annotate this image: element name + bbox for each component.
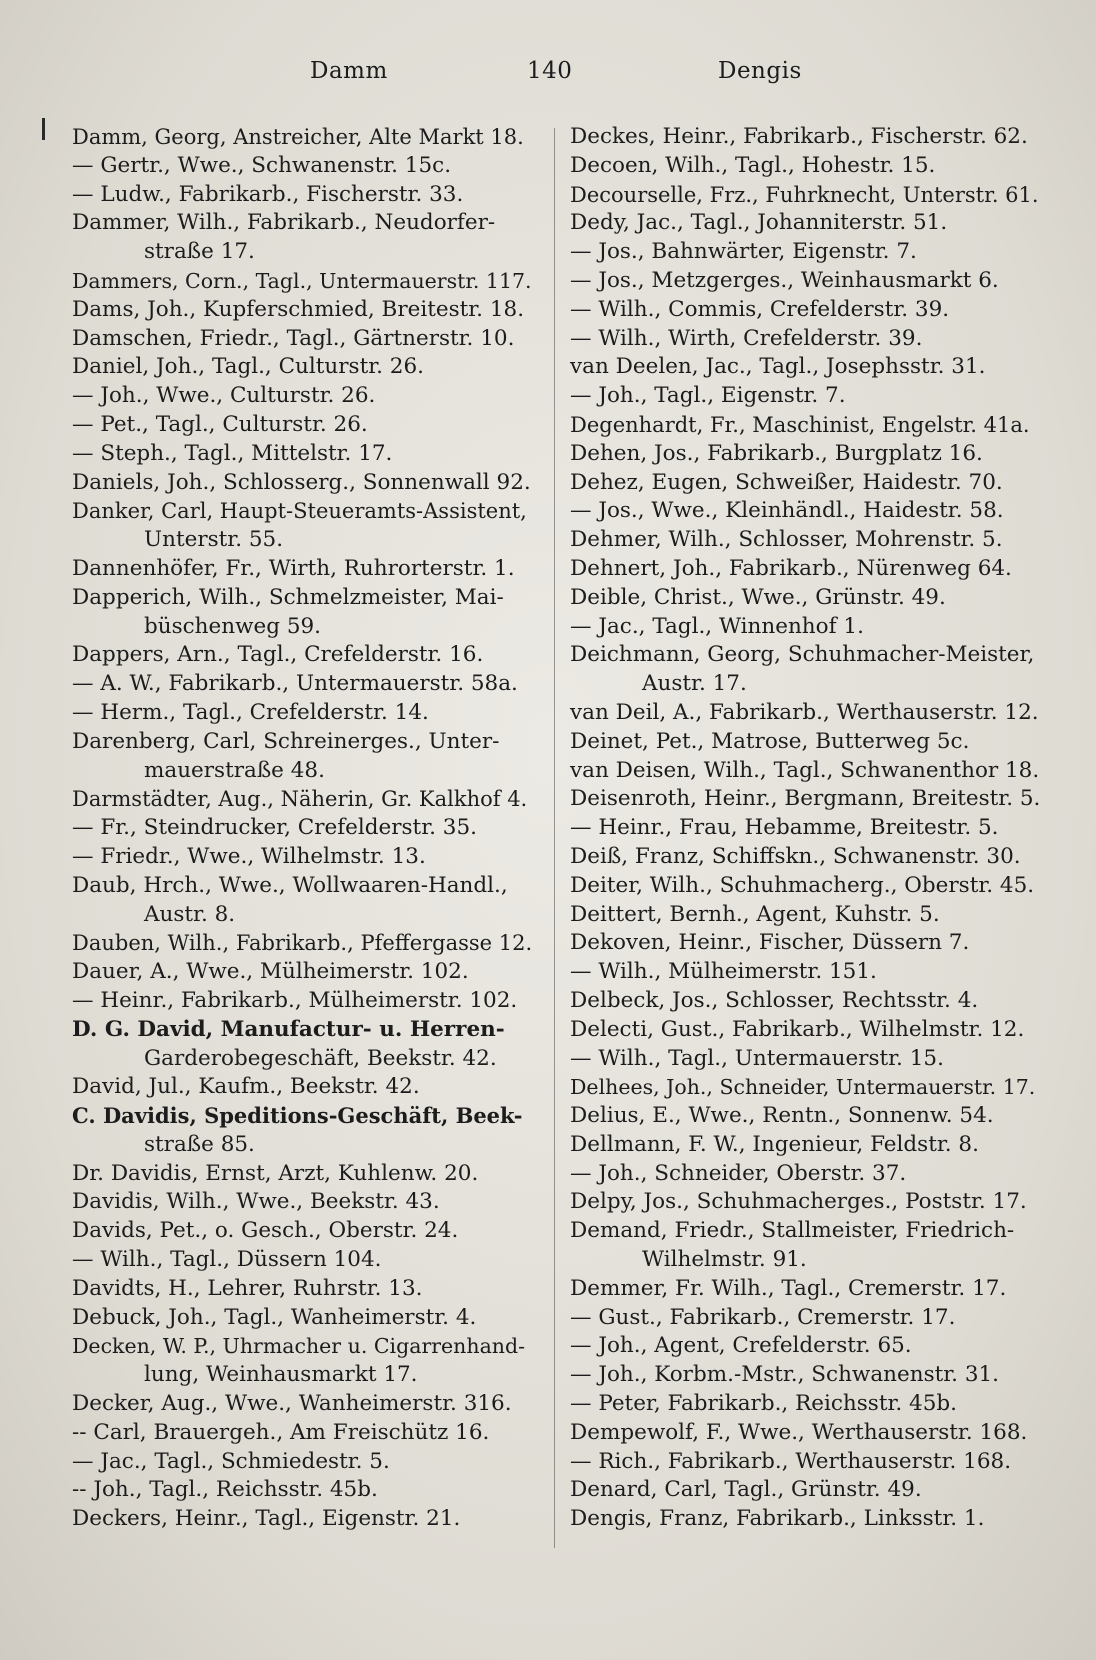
directory-entry: Dekoven, Heinr., Fischer, Düssern 7. [570,930,970,956]
directory-entry: — Jos., Metzgerges., Weinhausmarkt 6. [570,267,999,293]
directory-entry: Daniels, Joh., Schlosserg., Sonnenwall 92. [72,469,531,495]
entry-continuation: Wilhelmstr. 91. [642,1247,807,1273]
directory-entry: -- Joh., Tagl., Reichsstr. 45b. [72,1477,378,1503]
directory-entry: — Joh., Korbm.-Mstr., Schwanenstr. 31. [570,1362,1000,1388]
directory-entry: Dehmer, Wilh., Schlosser, Mohrenstr. 5. [570,527,1003,553]
directory-entry: — Wilh., Mülheimerstr. 151. [570,959,877,985]
entry-continuation: Unterstr. 55. [144,527,284,553]
directory-entry: — Ludw., Fabrikarb., Fischerstr. 33. [72,181,464,207]
entry-continuation: straße 85. [144,1131,255,1157]
directory-entry: Deisenroth, Heinr., Bergmann, Breitestr. 5. [570,786,1041,812]
entry-continuation: büschenweg 59. [144,613,322,639]
directory-entry: — Wilh., Commis, Crefelderstr. 39. [570,296,950,322]
directory-entry: — Heinr., Frau, Hebamme, Breitestr. 5. [570,815,999,841]
directory-entry: Davidis, Wilh., Wwe., Beekstr. 43. [72,1189,440,1215]
directory-entry: — Steph., Tagl., Mittelstr. 17. [72,440,393,466]
directory-entry: — Joh., Tagl., Eigenstr. 7. [570,383,846,409]
directory-entry: — Jos., Wwe., Kleinhändl., Haidestr. 58. [570,498,1004,524]
directory-entry: — Jos., Bahnwärter, Eigenstr. 7. [570,239,917,265]
directory-entry: — Jac., Tagl., Schmiedestr. 5. [72,1448,390,1474]
page-header [0,58,1096,94]
directory-entry: Dempewolf, F., Wwe., Werthauserstr. 168. [570,1419,1028,1445]
directory-entry: Danker, Carl, Haupt-Steueramts-Assistent, [72,499,527,524]
directory-entry: — Wilh., Tagl., Düssern 104. [72,1247,382,1273]
directory-entry: Delecti, Gust., Fabrikarb., Wilhelmstr. 12. [570,1016,1025,1042]
directory-entry: Dengis, Franz, Fabrikarb., Linksstr. 1. [570,1506,985,1532]
directory-entry: Decourselle, Frz., Fuhrknecht, Unterstr. 61. [570,182,1039,207]
directory-entry: — Rich., Fabrikarb., Werthauserstr. 168. [570,1448,1012,1474]
page-number: 140 [527,58,573,84]
directory-entry: Decken, W. P., Uhrmacher u. Cigarrenhand- [72,1334,526,1359]
directory-entry: — Jac., Tagl., Winnenhof 1. [570,613,864,639]
directory-entry: Dappers, Arn., Tagl., Crefelderstr. 16. [72,642,484,668]
directory-entry: van Deisen, Wilh., Tagl., Schwanenthor 18. [570,757,1040,783]
directory-entry: Deittert, Bernh., Agent, Kuhstr. 5. [570,901,940,927]
directory-entry: van Deil, A., Fabrikarb., Werthauserstr. 12. [570,699,1039,725]
directory-entry: Debuck, Joh., Tagl., Wanheimerstr. 4. [72,1304,477,1330]
left-column [72,123,532,1534]
entry-continuation: straße 17. [144,239,255,265]
directory-entry: — Peter, Fabrikarb., Reichsstr. 45b. [570,1391,958,1417]
right-column [570,123,1040,1534]
directory-entry: Demmer, Fr. Wilh., Tagl., Cremerstr. 17. [570,1275,1007,1301]
directory-entry: Dauben, Wilh., Fabrikarb., Pfeffergasse 12. [72,931,533,956]
margin-mark [42,118,45,140]
directory-entry: Deible, Christ., Wwe., Grünstr. 49. [570,584,946,610]
directory-entry: Deckes, Heinr., Fabrikarb., Fischerstr. 62. [570,124,1028,149]
entry-continuation: lung, Weinhausmarkt 17. [144,1362,418,1388]
directory-entry: D. G. David, Manufactur- u. Herren- [72,1016,505,1042]
directory-entry: Degenhardt, Fr., Maschinist, Engelstr. 41a. [570,412,1030,437]
header-first-entry: Damm [310,58,388,84]
directory-entry: Delpy, Jos., Schuhmacherges., Poststr. 17. [570,1189,1027,1215]
directory-entry: Davidts, H., Lehrer, Ruhrstr. 13. [72,1275,423,1301]
directory-entry: Damschen, Friedr., Tagl., Gärtnerstr. 10. [72,325,515,351]
directory-entry: — Wilh., Tagl., Untermauerstr. 15. [570,1045,944,1071]
directory-entry: Dapperich, Wilh., Schmelzmeister, Mai- [72,584,504,610]
directory-entry: — Heinr., Fabrikarb., Mülheimerstr. 102. [72,987,518,1013]
directory-entry: — Gust., Fabrikarb., Cremerstr. 17. [570,1304,956,1330]
directory-entry: Dannenhöfer, Fr., Wirth, Ruhrorterstr. 1. [72,555,515,581]
directory-entry: Decker, Aug., Wwe., Wanheimerstr. 316. [72,1391,512,1417]
directory-entry: Deiter, Wilh., Schuhmacherg., Oberstr. 45. [570,872,1035,898]
directory-entry: — Fr., Steindrucker, Crefelderstr. 35. [72,815,477,841]
directory-entry: C. Davidis, Speditions-Geschäft, Beek- [72,1103,523,1129]
directory-entry: van Deelen, Jac., Tagl., Josephsstr. 31. [570,354,986,380]
directory-entry: Deinet, Pet., Matrose, Butterweg 5c. [570,728,970,754]
directory-entry: Dellmann, F. W., Ingenieur, Feldstr. 8. [570,1131,979,1157]
directory-entry: — Friedr., Wwe., Wilhelmstr. 13. [72,843,426,869]
directory-entry: Dammers, Corn., Tagl., Untermauerstr. 117. [72,268,532,293]
entry-continuation: mauerstraße 48. [144,757,325,783]
directory-entry: Dams, Joh., Kupferschmied, Breitestr. 18. [72,296,525,322]
directory-entry: — Pet., Tagl., Culturstr. 26. [72,411,368,437]
directory-entry: — Joh., Wwe., Culturstr. 26. [72,383,376,409]
directory-entry: Dauer, A., Wwe., Mülheimerstr. 102. [72,959,469,985]
directory-entry: Dr. Davidis, Ernst, Arzt, Kuhlenw. 20. [72,1160,479,1186]
directory-entry: Delhees, Joh., Schneider, Untermauerstr. 17. [570,1075,1036,1100]
directory-entry: Demand, Friedr., Stallmeister, Friedrich- [570,1218,1015,1244]
directory-entry: David, Jul., Kaufm., Beekstr. 42. [72,1074,420,1100]
directory-entry: Dedy, Jac., Tagl., Johanniterstr. 51. [570,210,948,236]
directory-entry: — A. W., Fabrikarb., Untermauerstr. 58a. [72,671,518,697]
directory-entry: Delius, E., Wwe., Rentn., Sonnenw. 54. [570,1103,994,1129]
directory-entry: Darmstädter, Aug., Näherin, Gr. Kalkhof 4. [72,787,528,812]
directory-entry: Daub, Hrch., Wwe., Wollwaaren-Handl., [72,872,508,898]
directory-entry: Davids, Pet., o. Gesch., Oberstr. 24. [72,1218,459,1244]
directory-entry: Daniel, Joh., Tagl., Culturstr. 26. [72,354,424,380]
directory-entry: — Herm., Tagl., Crefelderstr. 14. [72,699,429,725]
directory-entry: — Gertr., Wwe., Schwanenstr. 15c. [72,152,452,178]
directory-entry: Deichmann, Georg, Schuhmacher-Meister, [570,642,1035,668]
directory-entry: Decoen, Wilh., Tagl., Hohestr. 15. [570,152,936,178]
directory-entry: Dammer, Wilh., Fabrikarb., Neudorfer- [72,210,496,236]
directory-entry: -- Carl, Brauergeh., Am Freischütz 16. [72,1419,490,1445]
entry-continuation: Austr. 17. [642,671,747,697]
directory-entry: Damm, Georg, Anstreicher, Alte Markt 18. [72,125,524,149]
directory-entry: — Joh., Agent, Crefelderstr. 65. [570,1333,912,1359]
header-last-entry: Dengis [718,58,802,84]
directory-entry: Deiß, Franz, Schiffskn., Schwanenstr. 30. [570,843,1021,869]
column-divider [554,128,555,1548]
directory-entry: Delbeck, Jos., Schlosser, Rechtsstr. 4. [570,987,979,1013]
directory-entry: Denard, Carl, Tagl., Grünstr. 49. [570,1477,922,1503]
directory-entry: Dehnert, Joh., Fabrikarb., Nürenweg 64. [570,555,1012,581]
directory-entry: — Joh., Schneider, Oberstr. 37. [570,1160,907,1186]
entry-continuation: Garderobegeschäft, Beekstr. 42. [144,1045,497,1071]
entry-continuation: Austr. 8. [144,901,236,927]
directory-entry: Deckers, Heinr., Tagl., Eigenstr. 21. [72,1506,461,1532]
directory-entry: Dehen, Jos., Fabrikarb., Burgplatz 16. [570,440,983,466]
directory-entry: Darenberg, Carl, Schreinerges., Unter- [72,728,500,754]
directory-entry: — Wilh., Wirth, Crefelderstr. 39. [570,325,923,351]
directory-entry: Dehez, Eugen, Schweißer, Haidestr. 70. [570,469,1003,495]
